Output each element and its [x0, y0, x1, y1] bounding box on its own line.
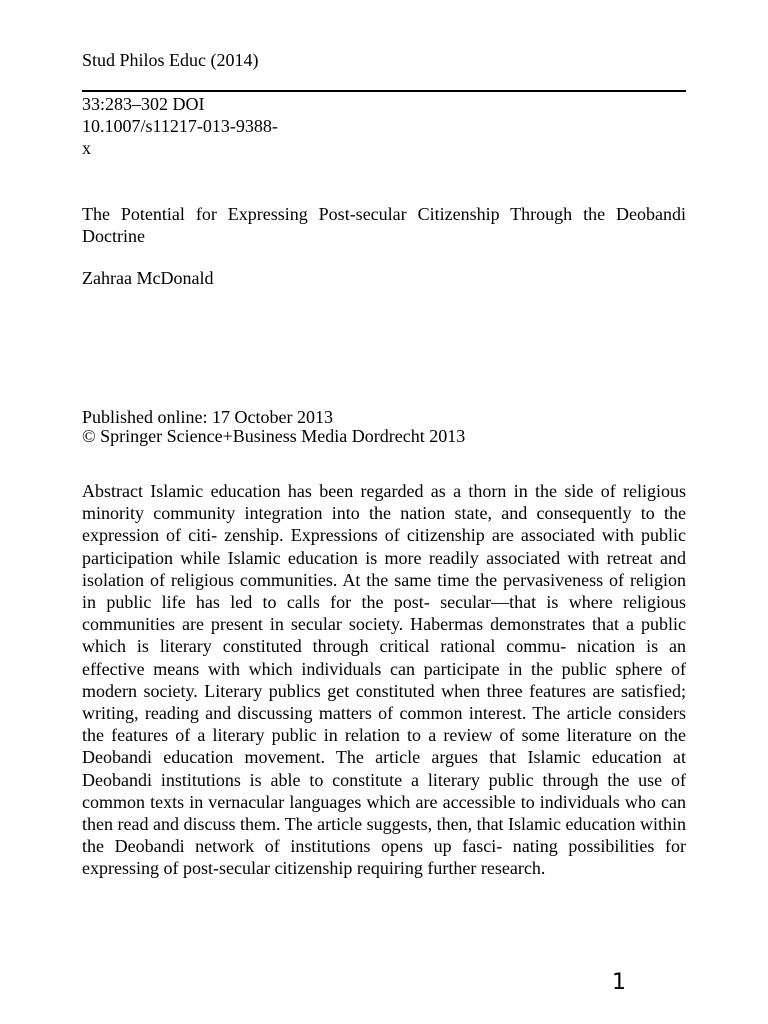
abstract-paragraph: Abstract Islamic education has been regarded as a thorn in the side of religious minority community integration into the nation state, and consequently to the expression of citi- zenship. Expressions of citizenship are associated with public participation while Islamic education is more readily associated with retreat and isolation of religious communities. At the same time the pervasiveness of religion in public life has led to calls for the post- secular—that is where religious communities are present in secular society. Habermas demonstrates that a public which is literary constituted through critical rational commu- nication is an effective means with which individuals can participate in the public sphere of modern society. Literary publics get constituted when three features are satisfied; writing, reading and discussing matters of common interest. The article considers the features of a literary public in relation to a review of some literature on the Deobandi education movement. The article argues that Islamic education at Deobandi institutions is able to constitute a literary public through the use of common texts in vernacular languages which are accessible to individuals who can then read and discuss them. The article suggests, then, that Islamic education within the Deobandi network of institutions opens up fasci- nating possibilities for expressing of post-secular citizenship requiring further research.	[82, 481, 687, 879]
doi-line: 10.1007/s11217-013-9388-	[82, 116, 278, 136]
doi-block	[82, 93, 278, 159]
article-title: The Potential for Expressing Post-secular Citizenship Through the Deobandi Doctrine	[82, 204, 686, 246]
header-rule	[82, 90, 686, 92]
page-number: 1	[612, 970, 626, 995]
doi-line: 33:283–302 DOI	[82, 94, 205, 114]
article-author: Zahraa McDonald	[82, 268, 214, 288]
doi-line: x	[82, 138, 91, 158]
journal-citation: Stud Philos Educ (2014)	[82, 50, 259, 70]
publication-date: Published online: 17 October 2013	[82, 407, 333, 427]
copyright-notice: © Springer Science+Business Media Dordrecht 2013	[82, 426, 466, 446]
